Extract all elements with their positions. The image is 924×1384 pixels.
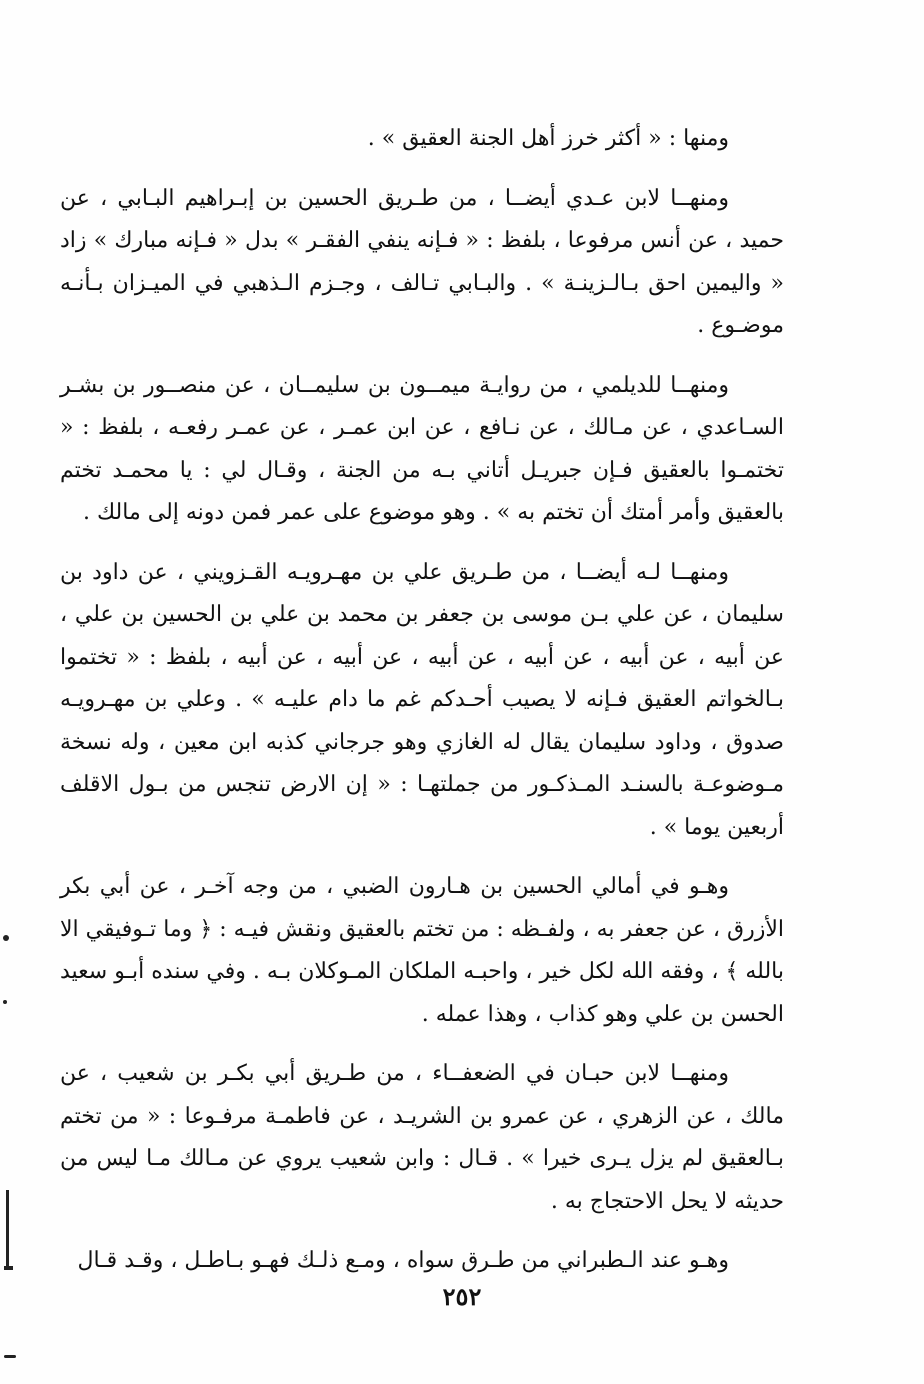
paragraph-1: ومنها : « أكثر خرز أهل الجنة العقيق » . <box>367 126 729 151</box>
scan-artifact-dot <box>3 935 9 941</box>
paragraph-4: ومنهــا لـه أيضــا ، من طـريق علي بن مهـرويـه القـزويني ، عن داود بن سليمان ، عن علي بـن موسى بن جعفر بن محمد بن علي بن الحسين بن علي ، عن أبيه ، عن أبيه ، عن أبيه ، عن أبيه ، عن أبيه ، عن أبيه ، بلفظ : « تختموا بـالخواتم العقيق فـإنه لا يصيب أحـدكم غم ما دام عليـه » . وعلي بن مهـرويـه صدوق ، وداود سليمان يقال له الغازي وهو جرجاني كذبه ابن معين ، وله نسخة مـوضوعـة بالسنـد المـذكـور من جملتهـا : « إن الارض تنجس من بـول الاقلف أربعين يوما » . <box>60 559 784 840</box>
scan-artifact-bar <box>6 1190 9 1270</box>
page-number: ٢٥٢ <box>442 1282 482 1311</box>
scan-artifact-dot <box>4 1355 16 1358</box>
scan-artifact-dot <box>3 1000 7 1004</box>
main-text <box>60 118 784 1300</box>
scan-artifact-foot <box>4 1266 13 1270</box>
paragraph-2: ومنهــا لابن عـدي أيضــا ، من طـريق الحسين بن إبـراهيم البـابي ، عن حميد ، عن أنس مرفوعا ، بلفظ : « فـإنه ينفي الفقـر » بدل « فـإنه مبارك » زاد « واليمين احق بـالـزينـة » . والبـابي تـالف ، وجـزم الـذهبي في الميـزان بـأنـه موضـوع . <box>60 185 784 338</box>
paragraph-5: وهـو في أمالي الحسين بن هـارون الضبي ، من وجه آخـر ، عن أبي بكر الأزرق ، عن جعفر به ، ولفـظه : من تختم بالعقيق ونقش فيـه : ﴿ وما تـوفيقي الا بالله ﴾ ، وفقه الله لكل خير ، واحبـه الملكان المـوكلان بـه . وفي سنده أبـو سعيد الحسن بن علي وهو كذاب ، وهذا عمله . <box>60 874 784 1027</box>
paragraph-3: ومنهــا للديلمي ، من روايـة ميمــون بن سليمــان ، عن منصــور بن بشـر السـاعدي ، عن مـالك ، عن نـافع ، عن ابن عمـر ، عن عمـر رفعـه ، بلفظ : « تختمـوا بالعقيق فـإن جبريـل أتاني بـه من الجنة ، وقـال لي : يا محمـد تختم بالعقيق وأمر أمتك أن تختم به » . وهو موضوع على عمر فمن دونه إلى مالك . <box>60 372 784 525</box>
paragraph-6: ومنهــا لابن حبـان في الضعفــاء ، من طـريق أبي بكـر بن شعيب ، عن مالك ، عن الزهري ، عن عمرو بن الشريـد ، عن فاطمـة مرفـوعا : « من تختم بـالعقيق لم يزل يـرى خيرا » . قـال : وابن شعيب يروي عن مـالك مـا ليس من حديثه لا يحل الاحتجاج به . <box>60 1061 784 1214</box>
paragraph-7: وهـو عند الـطبراني من طـرق سواه ، ومـع ذلـك فهـو بـاطـل ، وقـد قـال <box>77 1248 729 1273</box>
